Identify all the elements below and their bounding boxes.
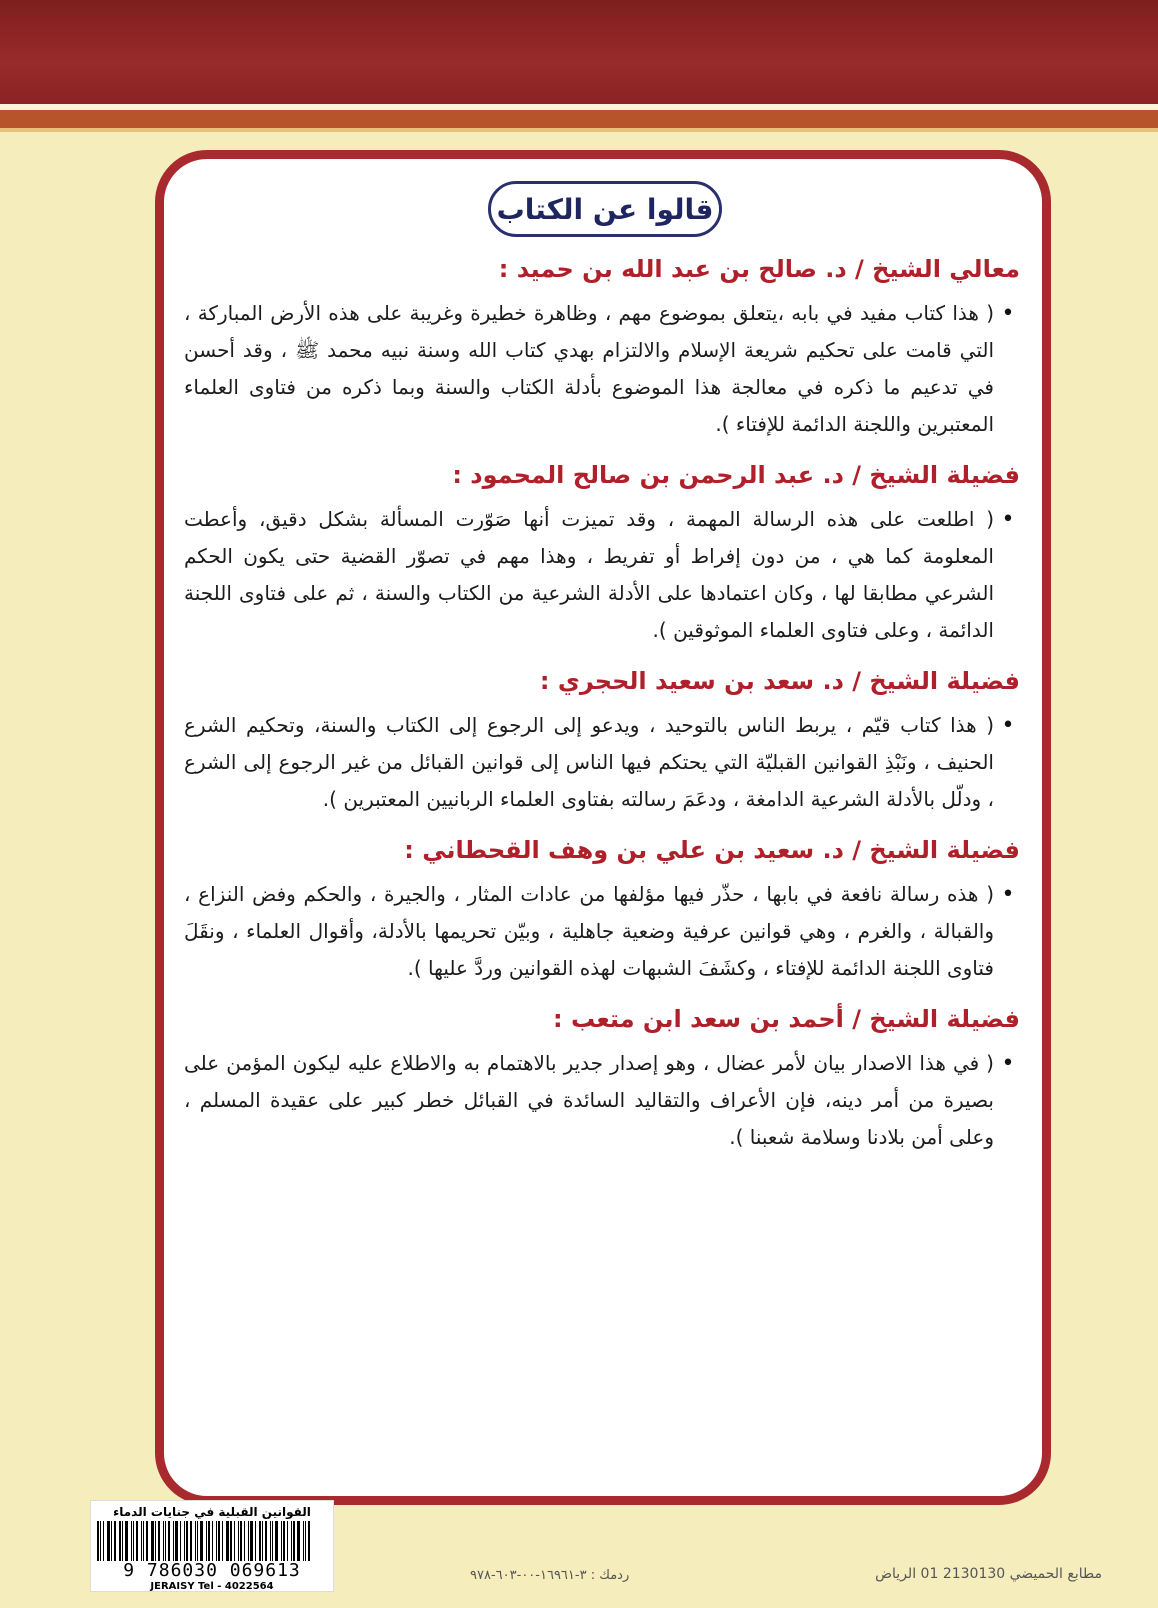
bullet-icon: • [1001, 507, 1015, 532]
barcode-icon [97, 1521, 327, 1561]
barcode-telephone: JERAISY Tel - 4022564 [150, 1581, 274, 1592]
testimonial-text: ( في هذا الاصدار بيان لأمر عضال ، وهو إصدار جدير بالاهتمام به والاطلاع عليه ليكون المؤمن على بصيرة من أمر دينه، فإن الأعراف والتقاليد السائدة في القبائل خطر كبير على عقيدة المسلم ، وعلى أمن بلادنا وسلامة شعبنا ). [184, 1051, 994, 1149]
testimonial-2 [184, 457, 1022, 649]
testimonial-quote [184, 1045, 1022, 1156]
testimonial-quote [184, 501, 1022, 649]
testimonial-5 [184, 1001, 1022, 1156]
testimonial-quote [184, 295, 1022, 443]
testimonial-text: ( اطلعت على هذه الرسالة المهمة ، وقد تميزت أنها صَوّرت المسألة بشكل دقيق، وأعطت المعلومة كما هي ، من دون إفراط أو تفريط ، وهذا مهم في تصوّر القضية حتى يكون الحكم الشرعي مطابقا لها ، وكان اعتمادها على الأدلة الشرعية من الكتاب والسنة ، ثم على فتاوى اللجنة الدائمة ، وعلى فتاوى العلماء الموثوقين ). [184, 507, 994, 642]
testimonials-panel [155, 150, 1051, 1505]
testimonial-heading: فضيلة الشيخ / د. سعد بن سعيد الحجري : [539, 667, 1020, 695]
testimonial-quote [184, 876, 1022, 987]
testimonial-3 [184, 663, 1022, 818]
panel-title: قالوا عن الكتاب [488, 181, 722, 237]
testimonial-heading: معالي الشيخ / د. صالح بن عبد الله بن حميد : [498, 255, 1020, 283]
testimonial-quote [184, 707, 1022, 818]
printer-info: مطابع الحميضي 2130130 01 الرياض [875, 1566, 1102, 1582]
testimonial-text: ( هذا كتاب مفيد في بابه ،يتعلق بموضوع مهم ، وظاهرة خطيرة وغريبة على هذه الأرض المباركة ، التي قامت على تحكيم شريعة الإسلام والالتزام بهدي كتاب الله وسنة نبيه محمد ﷺ ، وقد أحسن في تدعيم ما ذكره في معالجة هذا الموضوع بأدلة الكتاب والسنة وبما ذكره من فتاوى العلماء المعتبرين واللجنة الدائمة للإفتاء ). [184, 301, 994, 436]
testimonial-text: ( هذه رسالة نافعة في بابها ، حذّر فيها مؤلفها من عادات المثار ، والجيرة ، والحكم وفض النزاع ، والقبالة ، والغرم ، وهي قوانين عرفية وضعية جاهلية ، وبيّن تحريمها بالأدلة، وأقوال العلماء ، ونقَلَ فتاوى اللجنة الدائمة للإفتاء ، وكشَفَ الشبهات لهذه القوانين وردَّ عليها ). [184, 882, 994, 980]
top-accent-line [0, 128, 1158, 132]
isbn-text: ردمك : ٣-١٦٩٦١-٠٠-٦٠٣-٩٧٨ [470, 1568, 630, 1583]
bullet-icon: • [1001, 1051, 1015, 1076]
testimonial-1 [184, 251, 1022, 443]
bullet-icon: • [1001, 301, 1015, 326]
barcode-label [90, 1500, 334, 1592]
barcode-book-title: القوانين القبلية في جنايات الدماء [113, 1505, 311, 1519]
top-stripe [0, 110, 1158, 128]
testimonials-list [184, 251, 1022, 1170]
bullet-icon: • [1001, 882, 1015, 907]
testimonial-4 [184, 832, 1022, 987]
bullet-icon: • [1001, 713, 1015, 738]
testimonial-heading: فضيلة الشيخ / د. سعيد بن علي بن وهف القحطاني : [404, 836, 1020, 864]
barcode-number: 9 786030 069613 [123, 1560, 301, 1581]
top-band [0, 0, 1158, 104]
testimonial-heading: فضيلة الشيخ / أحمد بن سعد ابن متعب : [552, 1005, 1020, 1033]
testimonial-text: ( هذا كتاب قيّم ، يربط الناس بالتوحيد ، ويدعو إلى الرجوع إلى الكتاب والسنة، وتحكيم الشرع الحنيف ، ونَبْذِ القوانين القبليّة التي يحتكم فيها الناس إلى قوانين القبائل من غير الرجوع إلى الشرع ، ودلّل بالأدلة الشرعية الدامغة ، ودعَمَ رسالته بفتاوى العلماء الربانيين المعتبرين ). [184, 713, 994, 811]
testimonial-heading: فضيلة الشيخ / د. عبد الرحمن بن صالح المحمود : [452, 461, 1020, 489]
